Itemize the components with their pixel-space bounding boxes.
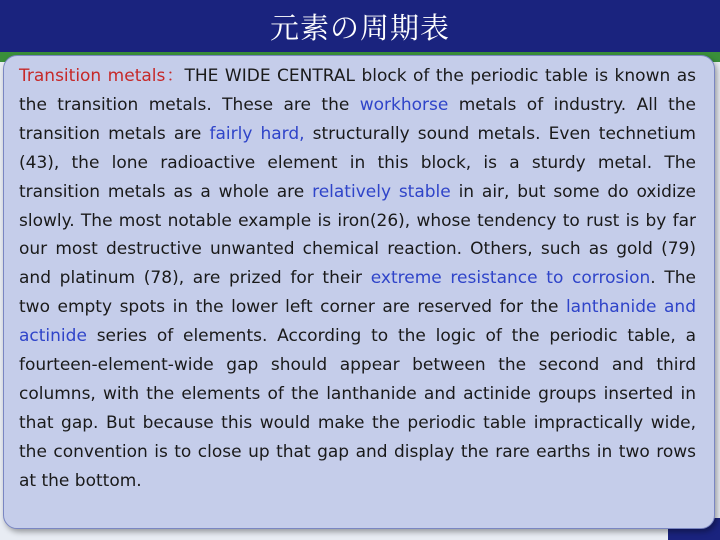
text-segment: series of elements. According to the logic of the periodic table, a fourteen-element-wide gap should appear between the second and third columns, with the elements of the lanthanide and actinide groups inserted in that gap. But because this would make the periodic table impractically wide, the convention is to close up that gap and display the rare earths in two rows at the bottom. bbox=[19, 326, 696, 491]
highlight-relatively-stable: relatively stable bbox=[312, 181, 451, 202]
text-segment: . The two empty spots in the lower left corner are reserved for the bbox=[19, 268, 696, 318]
title-bar bbox=[0, 0, 720, 52]
text-segment: in air, but some do oxidize slowly. The most notable example is iron(26), whose tendency to rust is by far our most destructive unwanted chemical reaction. Others, such as gold (79) and platinum (78), are prized for their bbox=[19, 181, 697, 289]
highlight-lanthanide-actinide: lanthanide and actinide bbox=[19, 297, 696, 347]
highlight-fairly-hard: fairly hard, bbox=[209, 123, 305, 144]
section-label: Transition metals： bbox=[19, 66, 185, 86]
slide-title: 元素の周期表 bbox=[269, 10, 450, 45]
highlight-workhorse: workhorse bbox=[359, 94, 449, 115]
text-panel bbox=[3, 55, 715, 529]
text-segment: metals of industry. All the transition metals are bbox=[19, 94, 696, 144]
text-segment: structurally sound metals. Even technetium (43), the lone radioactive element in this block, is a sturdy metal. The transition metals as a whole are bbox=[19, 123, 696, 202]
body-paragraph bbox=[19, 62, 696, 496]
text-segment: THE WIDE CENTRAL block of the periodic table is known as the transition metals. These are the bbox=[19, 66, 696, 115]
highlight-corrosion: extreme resistance to corrosion bbox=[370, 268, 651, 289]
